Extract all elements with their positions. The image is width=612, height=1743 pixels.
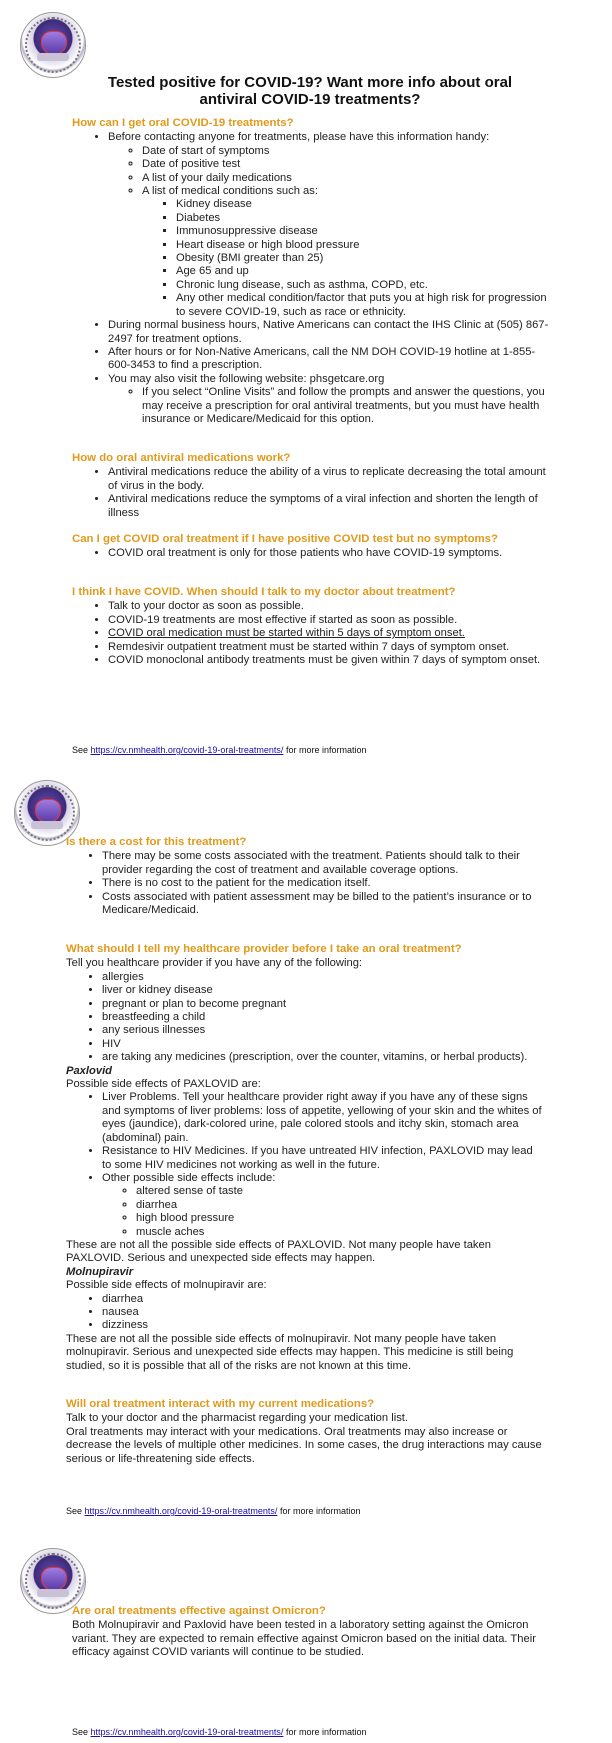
list-item: ▪ Chronic lung disease, such as asthma, COPD, etc. [176,279,552,292]
section-heading: Are oral treatments effective against Omicron? [72,1605,326,1617]
section-heading: Is there a cost for this treatment? [66,836,247,848]
list-item: • Remdesivir outpatient treatment must be started within 7 days of symptom onset. [108,641,552,654]
conditions-list [142,198,552,319]
list-item: • COVID oral medication must be started within 5 days of symptom onset. [108,627,552,640]
section-heading: I think I have COVID. When should I talk to my doctor about treatment? [72,586,456,598]
page-2 [0,768,612,1520]
list-item: • COVID-19 treatments are most effective if started as soon as possible. [108,614,552,627]
list-item: • dizziness [102,1319,544,1332]
pueblo-seal-icon [20,12,86,78]
list-item: ▪ Kidney disease [176,198,552,211]
paragraph: Talk to your doctor and the pharmacist regarding your medication list. [66,1412,409,1425]
paragraph: Oral treatments may interact with your medications. Oral treatments may also increase or decrease the levels of multiple other medicines. In some cases, the drug interactions may cause serious or life-threatening side effects. [66,1425,542,1465]
list-item: • During normal business hours, Native Americans can contact the IHS Clinic at (505) 867-2497 for treatment options. [108,319,552,346]
list-item: • are taking any medicines (prescription, over the counter, vitamins, or herbal products). [102,1051,544,1064]
list-item-text: A list of medical conditions such as: [142,185,318,198]
list-item [108,373,552,427]
bullet-list [66,971,544,1065]
list-item: • After hours or for Non-Native Americans, call the NM DOH COVID-19 hotline at 1-855-600-3453 to find a prescription. [108,346,552,373]
footer-prefix: See [72,745,91,755]
list-item: ▪ Heart disease or high blood pressure [176,239,552,252]
footer [66,1505,360,1518]
list-item: • Antiviral medications reduce the ability of a virus to replicate decreasing the total amount of virus in the body. [108,466,552,493]
list-item: ◦ A list of your daily medications [142,172,552,185]
seal-core [35,799,61,823]
footer [72,1726,366,1739]
list-item: • allergies [102,971,544,984]
list-item: • There may be some costs associated with the treatment. Patients should talk to their provider regarding the cost of treatment and available coverage options. [102,850,544,877]
list-item-text: Other possible side effects include: [102,1171,276,1184]
list-item: ▪ Immunosuppressive disease [176,225,552,238]
list-item: • Talk to your doctor as soon as possible. [108,600,552,613]
molnupiravir-title: Molnupiravir [66,1265,134,1278]
list-item: • diarrhea [102,1293,544,1306]
info-list [108,145,552,319]
footer-link[interactable]: https://cv.nmhealth.org/covid-19-oral-treatments/ [90,1727,284,1737]
bullet-list [66,1293,544,1333]
bullet-list [66,1091,544,1238]
footer-link[interactable]: https://cv.nmhealth.org/covid-19-oral-treatments/ [90,745,284,755]
footer-suffix: for more information [283,1727,367,1737]
section-heading: How can I get oral COVID-19 treatments? [72,117,294,129]
list-item: • Costs associated with patient assessment may be billed to the patient’s insurance or to Medicare/Medicaid. [102,891,544,918]
list-item: • liver or kidney disease [102,984,544,997]
list-item [142,185,552,319]
section-heading: How do oral antiviral medications work? [72,452,291,464]
section-heading: Will oral treatment interact with my current medications? [66,1398,375,1410]
list-item: ◦ Date of positive test [142,158,552,171]
footer-link[interactable]: https://cv.nmhealth.org/covid-19-oral-treatments/ [84,1506,278,1516]
footer-suffix: for more information [283,745,367,755]
paragraph: Possible side effects of PAXLOVID are: [66,1078,261,1091]
list-item: • Antiviral medications reduce the symptoms of a viral infection and shorten the length of illness [108,493,552,520]
list-item: ◦ Date of start of symptoms [142,145,552,158]
seal-base [31,821,63,829]
section-how-to-get [72,117,552,426]
list-item: ◦ diarrhea [136,1199,544,1212]
list-item: • nausea [102,1306,544,1319]
section-interactions [66,1398,544,1466]
list-item: ◦ high blood pressure [136,1212,544,1225]
list-item-text: Before contacting anyone for treatments, please have this information handy: [108,131,490,144]
paragraph: Tell you healthcare provider if you have any of the following: [66,957,363,970]
page-title: Tested positive for COVID-19? Want more info about oral antiviral COVID-19 treatments? [107,74,513,108]
list-item: • COVID monoclonal antibody treatments must be given within 7 days of symptom onset. [108,654,552,667]
footer-prefix: See [66,1506,85,1516]
list-item: • Liver Problems. Tell your healthcare provider right away if you have any of these signs and symptoms of liver problems: loss of appetite, yellowing of your skin and the whites of eyes (jaundice), dark-colored urine, pale colored stools and itchy skin, stomach area (abdominal) pain. [102,1091,544,1145]
section-no-symptoms [72,533,562,561]
list-item: • any serious illnesses [102,1024,544,1037]
list-item [108,131,552,319]
section-when-to-talk [72,586,552,667]
list-item: ▪ Obesity (BMI greater than 25) [176,252,552,265]
section-heading: What should I tell my healthcare provider before I take an oral treatment? [66,943,462,955]
seal-core [41,31,67,55]
bullet-list [72,547,562,560]
footer-suffix: for more information [277,1506,361,1516]
section-how-they-work [72,452,552,520]
section-cost [66,836,544,917]
list-item: • Resistance to HIV Medicines. If you have untreated HIV infection, PAXLOVID may lead to some HIV medicines not working as well in the future. [102,1145,544,1172]
list-item: • breastfeeding a child [102,1011,544,1024]
sub-list [108,386,552,426]
list-item: • pregnant or plan to become pregnant [102,998,544,1011]
bullet-list [72,131,552,426]
list-item: ▪ Age 65 and up [176,265,552,278]
page-3 [0,1520,612,1743]
bullet-list [72,600,552,667]
footer-prefix: See [72,1727,91,1737]
seal-base [37,1589,69,1597]
bullet-list [72,466,552,520]
paragraph: These are not all the possible side effects of PAXLOVID. Not many people have taken PAXLOVID. Serious and unexpected side effects may happen. [66,1238,491,1265]
sub-list [102,1185,544,1239]
paxlovid-title: Paxlovid [66,1064,113,1077]
list-item: ◦ altered sense of taste [136,1185,544,1198]
list-item: • HIV [102,1038,544,1051]
list-item: ▪ Any other medical condition/factor that puts you at high risk for progression to severe COVID-19, such as race or ethnicity. [176,292,552,319]
footer [72,744,366,757]
bullet-list [66,850,544,917]
seal-base [37,53,69,61]
list-item-text: You may also visit the following website: phsgetcare.org [108,372,385,385]
list-item: • COVID oral treatment is only for those patients who have COVID-19 symptoms. [108,547,562,560]
paragraph: Both Molnupiravir and Paxlovid have been tested in a laboratory setting against the Omicron variant. They are expected to remain effective against Omicron based on the initial data. Their efficacy against COVID variants will continue to be studied. [72,1619,536,1659]
list-item: ▪ Diabetes [176,212,552,225]
paragraph: These are not all the possible side effects of molnupiravir. Not many people have taken molnupiravir. Serious and unexpected side effects may happen. This medicine is still being studied, so it is possible that all of the risks are not known at this time. [66,1332,514,1372]
paragraph: Possible side effects of molnupiravir are: [66,1279,267,1292]
seal-core [41,1567,67,1591]
list-item: ◦ muscle aches [136,1226,544,1239]
list-item [102,1172,544,1239]
section-heading: Can I get COVID oral treatment if I have positive COVID test but no symptoms? [72,533,498,545]
list-item: ◦ If you select “Online Visits” and follow the prompts and answer the questions, you may receive a prescription for oral antiviral treatments, but you must have health insurance or Medicare/Medicaid for this option. [142,386,552,426]
section-omicron [72,1605,550,1660]
section-tell-provider [66,943,544,1373]
list-item: • There is no cost to the patient for the medication itself. [102,877,544,890]
page-1 [0,0,612,768]
